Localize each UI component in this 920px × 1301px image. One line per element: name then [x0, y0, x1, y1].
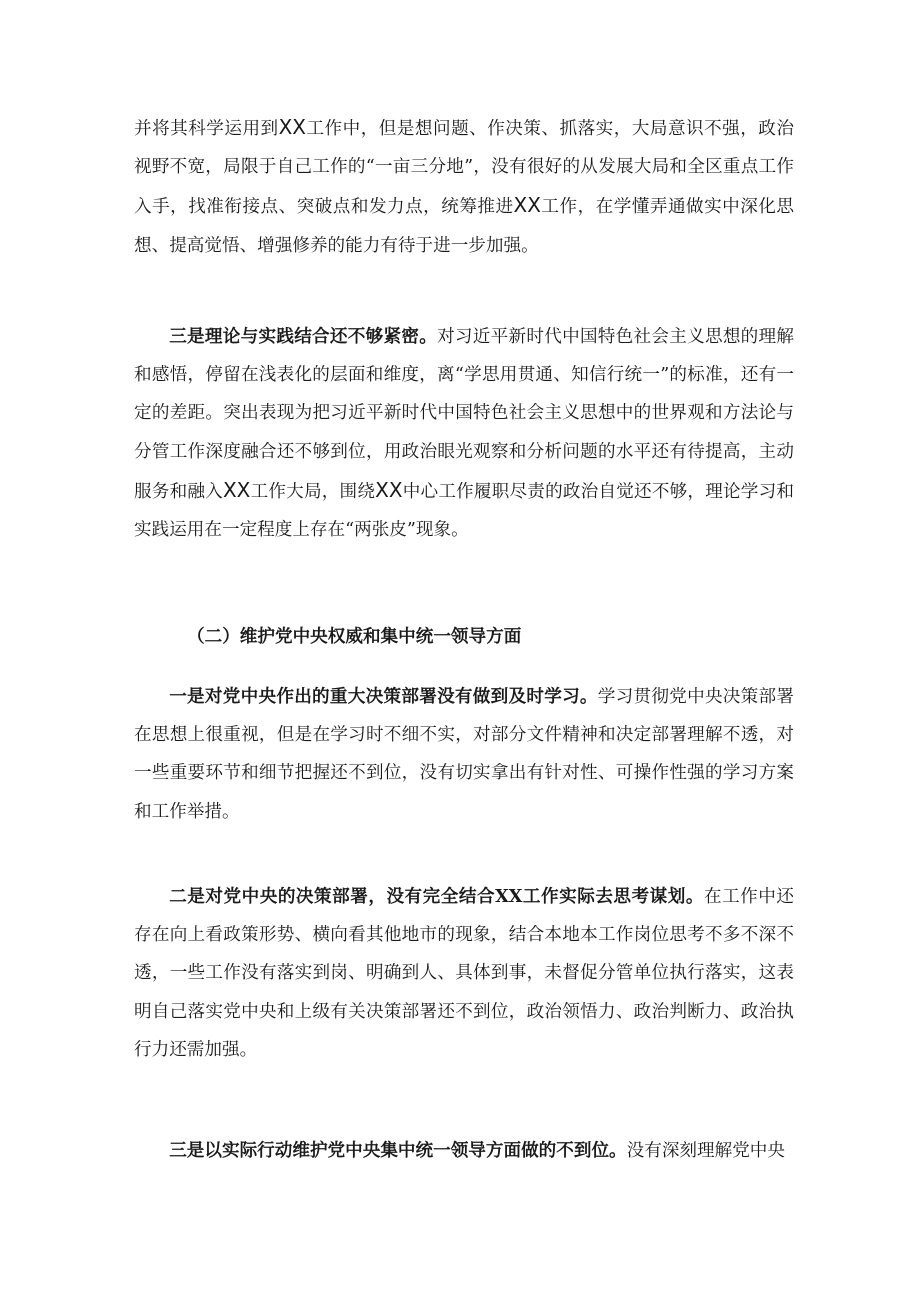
paragraph-2-text-3: 中心工作履职尽责的政治自觉还不够，理论学习和实践运用在一定程度上存在“两张皮”现象。	[134, 481, 794, 541]
paragraph-5-lead: 三是以实际行动维护党中央集中统一领导方面做的不到位。	[169, 1140, 627, 1161]
paragraph-2-xx-1: XX	[222, 477, 251, 502]
paragraph-4-lead: 二是对党中央的决策部署，没有完全结合XX工作实际去思考谋划。	[169, 886, 704, 907]
paragraph-4	[134, 878, 794, 1069]
paragraph-1	[134, 108, 794, 265]
paragraph-1-text-3: 工作，在学懂弄通做实中深化思想、提高觉悟、增强修养的能力有待于进一步加强。	[134, 197, 794, 256]
paragraph-1-text-2: 工作中，但是想问题、作决策、抓落实，大局意识不强，政治视野不宽，局限于自己工作的“一亩三分地”，没有很好的从发展大局和全区重点工作入手，找准衔接点、突破点和发力点，统筹推进	[134, 119, 794, 218]
paragraph-4-text-1: 在工作中还存在向上看政策形势、横向看其他地市的现象，结合本地本工作岗位思考不多不深不透，一些工作没有落实到岗、明确到人、具体到事，未督促分管单位执行落实，这表明自己落实党中央和上级有关决策部署还不到位，政治领悟力、政治判断力、政治执行力还需加强。	[134, 887, 794, 1060]
section-heading: （二）维护党中央权威和集中统一领导方面	[187, 626, 522, 647]
paragraph-1-xx-1: XX	[278, 115, 306, 139]
paragraph-1-text-1: 并将其科学运用到	[134, 119, 279, 139]
paragraph-2	[134, 318, 794, 549]
paragraph-2-text-2: 工作大局，围绕	[250, 481, 376, 502]
paragraph-3-text-1: 学习贯彻党中央决策部署在思想上很重视，但是在学习时不细不实，对部分文件精神和决定部署理解不透，对一些重要环节和细节把握还不到位，没有切实拿出有针对性、可操作性强的学习方案和工作举措。	[134, 687, 794, 822]
paragraph-5-text-1: 没有深刻理解党中央	[626, 1141, 785, 1161]
paragraph-1-xx-2: XX	[513, 193, 541, 218]
paragraph-2-lead: 三是理论与实践结合还不够紧密。	[169, 326, 438, 347]
paragraph-5	[134, 1132, 794, 1170]
paragraph-2-text-1: 对习近平新时代中国特色社会主义思想的理解和感悟，停留在浅表化的层面和维度，离“学思用贯通、知信行统一”的标准，还有一定的差距。突出表现为把习近平新时代中国特色社会主义思想中的世界观和方法论与分管工作深度融合还不够到位，用政治眼光观察和分析问题的水平还有待提高，主动服务和融入	[134, 327, 794, 502]
paragraph-2-xx-2: XX	[375, 477, 403, 502]
paragraph-3-lead: 一是对党中央作出的重大决策部署没有做到及时学习。	[169, 686, 598, 707]
paragraph-3	[134, 678, 794, 831]
